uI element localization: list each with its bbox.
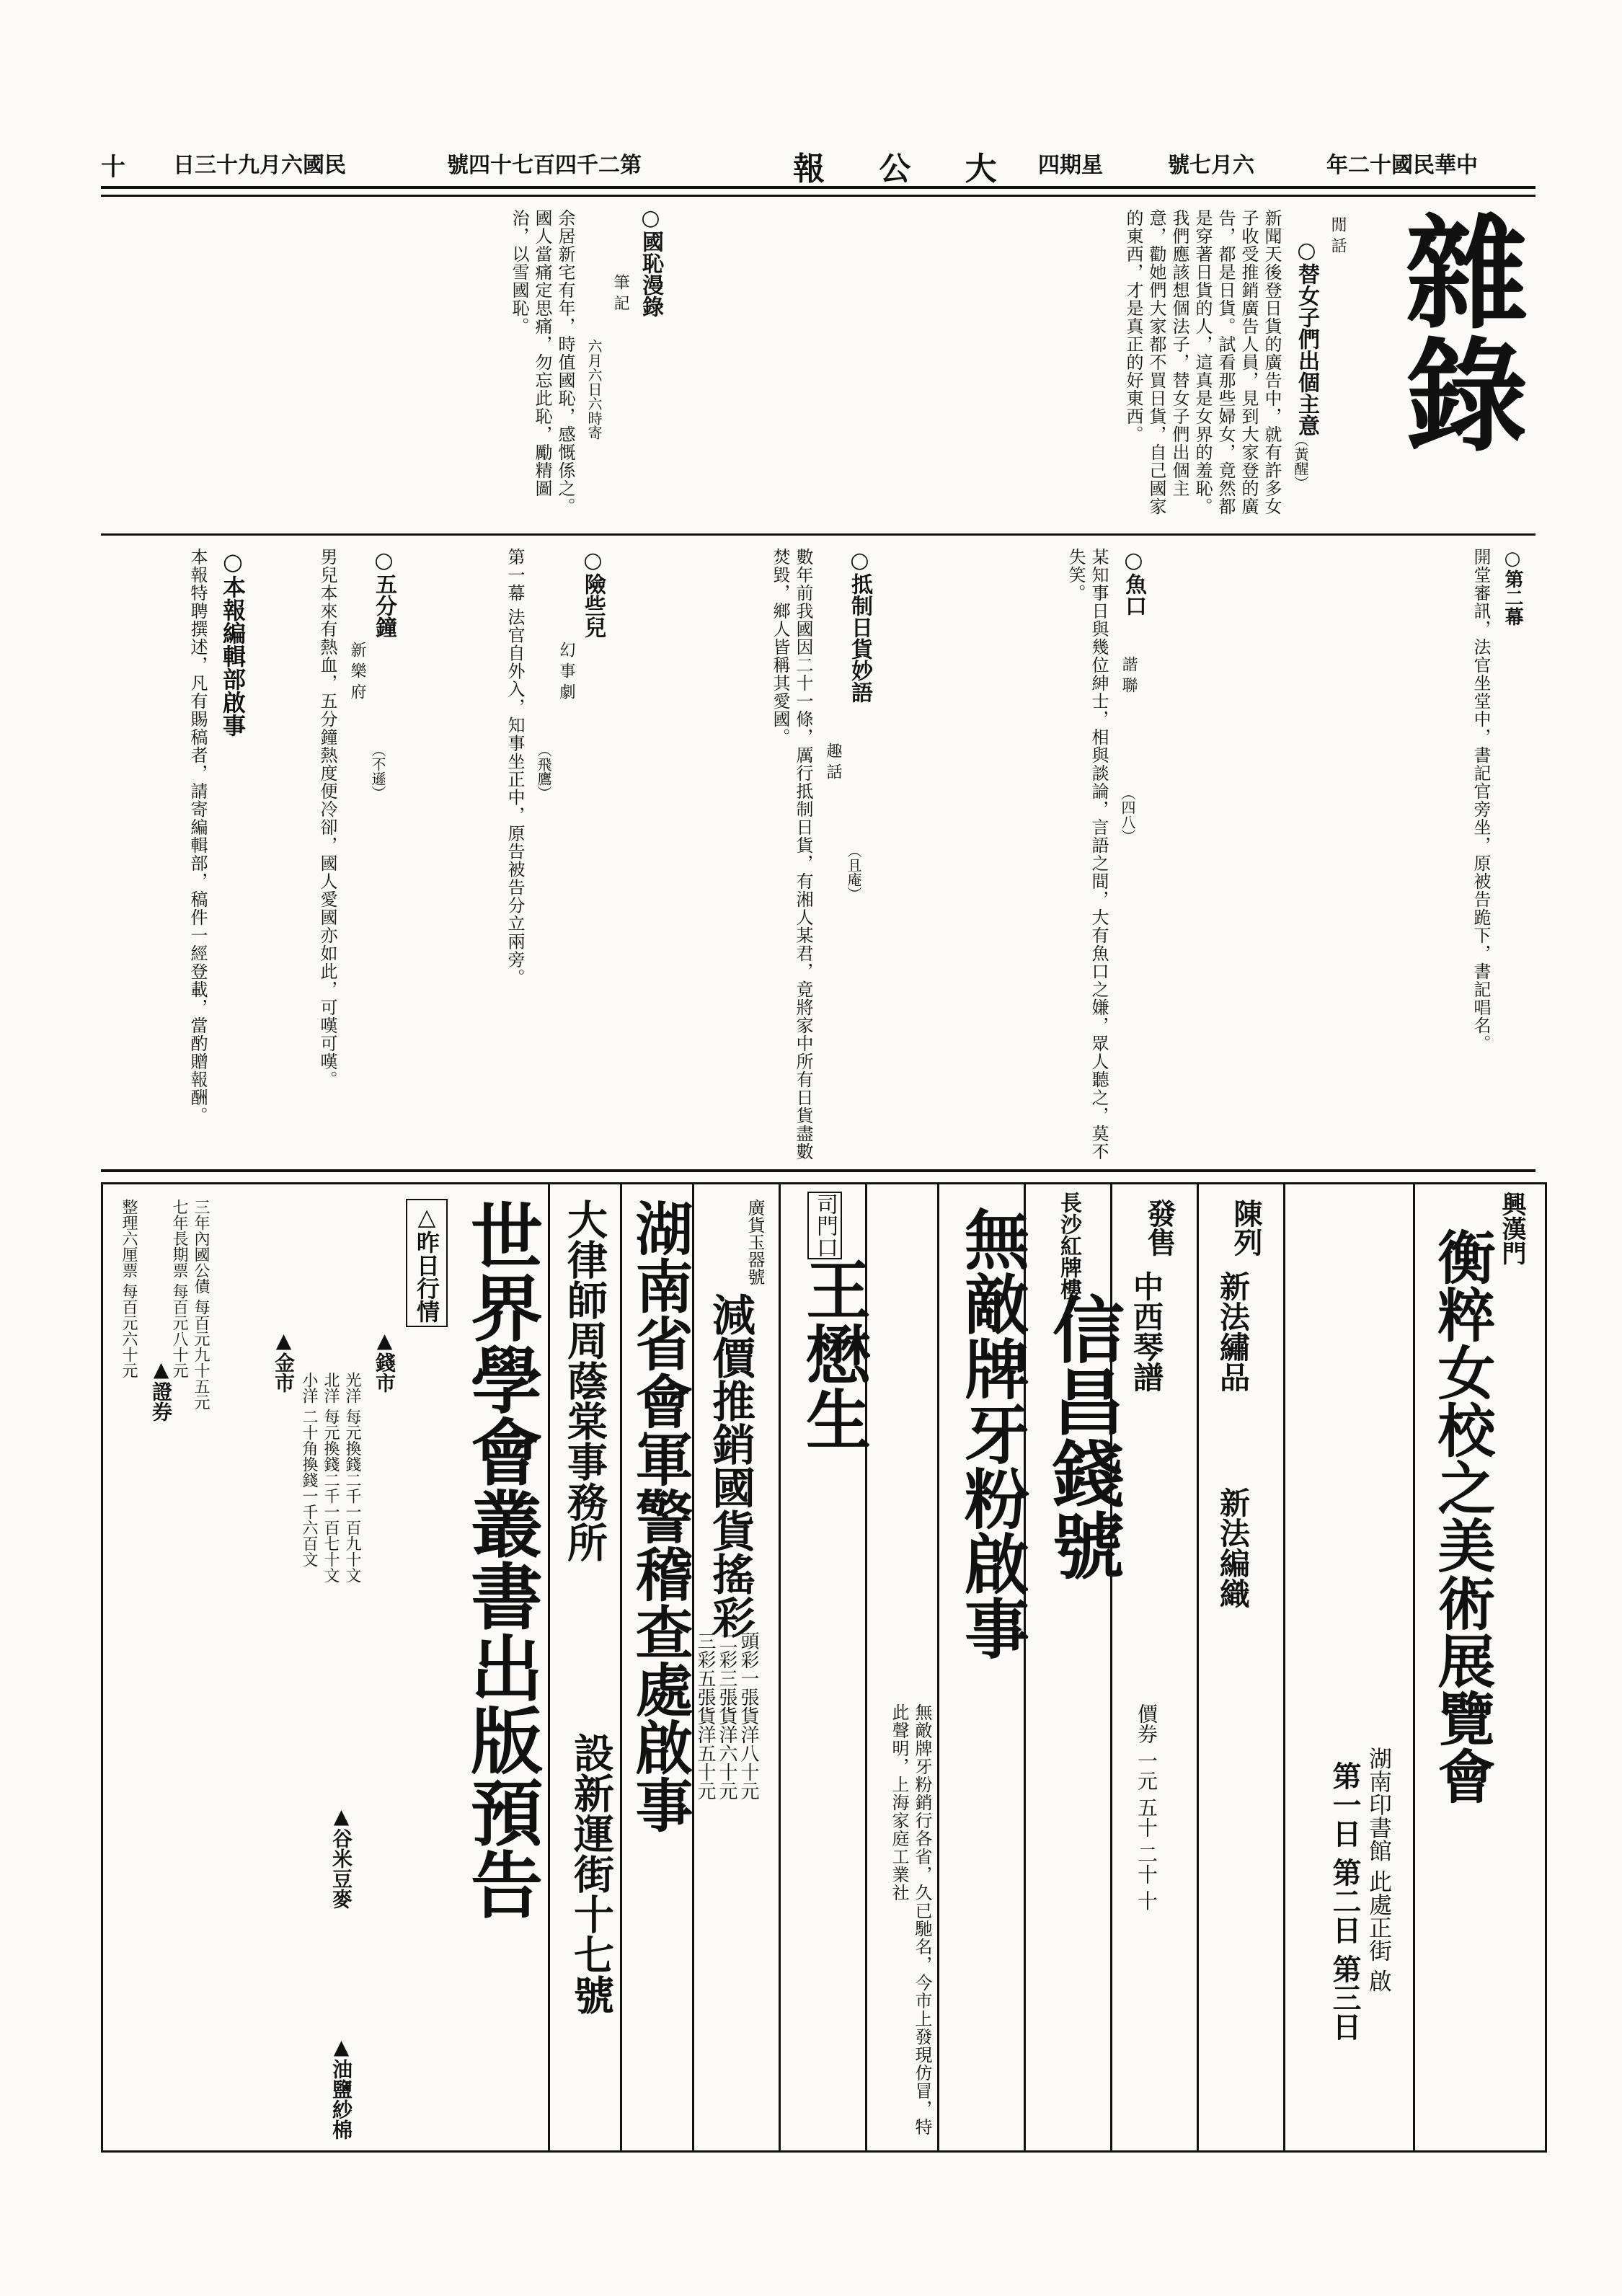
article1-note: （黃醒） — [1292, 433, 1309, 490]
ad-wudi-text: 無敵牌牙粉銷行各省，久已馳名，今市上發現仿冒，特此聲明，上海家庭工業社 — [889, 1703, 932, 2136]
article7-body: 本報特聘撰述，凡有賜稿者，請寄編輯部，稿件一經登載，當酌贈報酬。 — [187, 548, 208, 1125]
market-row-4: 三年內國公債 每百元九十五元 — [192, 1199, 210, 1410]
market-securities: ▲證券 — [149, 1357, 173, 1422]
article5-part: （飛鷹） — [535, 743, 552, 800]
market-title: △昨日行情 — [406, 1199, 448, 1327]
solar-date: 號七月六 — [1168, 153, 1254, 178]
article5-author: 幻 事 劇 — [557, 642, 575, 699]
ad-wang-shop: 廣貨玉器號 — [745, 1199, 765, 1285]
article3-title: ○魚口 — [1121, 548, 1146, 616]
article2-title: ○國恥漫錄 — [638, 205, 663, 317]
ad-wang-prize3: 三彩五張貨洋五十元 — [694, 1631, 716, 1800]
ad-xinchang-name: 信昌錢號 — [1040, 1293, 1125, 1581]
article2-date: 六月六日六時寄 — [585, 339, 603, 440]
ad-wang-prize2: 二彩三張貨洋六十元 — [716, 1631, 737, 1800]
ad-wang-sub: 減價推銷國貨搖彩 — [705, 1293, 755, 1639]
ad-wang-name: 王懋生 — [794, 1256, 871, 1451]
page-number: 十 — [101, 153, 125, 182]
market-row-3: 小洋 二十角換錢一千六百文 — [300, 1372, 318, 1567]
market-grain: ▲谷米豆麥 — [329, 1804, 353, 1909]
ad-shijie — [447, 1182, 550, 2153]
ad-shijie-name: 世界學會叢書出版預告 — [458, 1199, 544, 1920]
article4-title: ○抵制日貨妙語 — [847, 548, 872, 703]
article4-body: 數年前我國因二十一條，厲行抵制日貨，有湘人某君，竟將家中所有日貨盡數焚毀，鄉人皆稱其愛國。 — [770, 548, 813, 1161]
miscellany-section — [101, 195, 1535, 1175]
article1-body: 新聞天後登日貨的廣告中，就有許多女子收受推銷廣告人員，見到大家登的廣告，都是日貨。試看那些婦女，竟然都是穿著日貨的人，這真是女界的羞恥。我們應該想個法子，替女子們出個主意，勸她們大家都不買日貨，自己國家的東西，才是真正的好東西。 — [1123, 209, 1282, 515]
ad-wang-detail — [692, 1182, 781, 2153]
ad-hengcui-info — [1283, 1182, 1415, 2153]
market-row-1: 光洋 每元換錢二千一百九十文 — [343, 1372, 361, 1583]
upper-bottom-rule — [101, 1169, 1535, 1172]
market-quotes — [101, 1182, 449, 2153]
masthead — [101, 141, 1535, 192]
ad-wang-prize1: 頭彩一張貨洋八十元 — [737, 1631, 759, 1800]
weekday: 四期星 — [1038, 153, 1103, 178]
ad-hengcui-dates: 第一日 第二日 第三日 — [1328, 1761, 1362, 2041]
article3-part: （四八） — [1119, 786, 1136, 843]
ad-sale-title: 發售 — [1143, 1199, 1176, 1256]
article7-title: ○本報編輯部啟事 — [219, 548, 247, 737]
ad-xinchang-loc: 長沙紅牌樓 — [1056, 1192, 1081, 1300]
article1-title: ○替女子們出個主意 — [1294, 238, 1319, 436]
issue-number: 號四十七百四千二第 — [447, 153, 642, 178]
ad-wudi-name: 無敵牌牙粉啟事 — [953, 1206, 1029, 1660]
article5-body: 第一幕 法官自外入，知事坐正中，原告被告分立兩旁。 — [505, 548, 525, 987]
article5-title: ○險些兒 — [580, 548, 606, 638]
article8-title: ○第二幕 — [1502, 548, 1523, 626]
market-money: ▲錢市 — [373, 1329, 396, 1393]
ad-lawyer — [548, 1182, 622, 2153]
article6-body: 男兒本來有熱血，五分鐘熱度便冷卻，國人愛國亦如此，可嘆可嘆。 — [317, 548, 337, 1089]
upper-top-rule — [101, 195, 1535, 197]
ad-sale-item1: 中西琴譜 — [1129, 1271, 1164, 1392]
ad-lawyer-addr: 設新運街十七號 — [567, 1732, 615, 2015]
ad-chenlie-item2: 新法編織 — [1215, 1487, 1251, 1608]
article3-author: 諧 聯 — [1120, 656, 1138, 693]
ad-chenlie — [1197, 1182, 1285, 2153]
ad-hengcui — [1413, 1182, 1547, 2153]
market-oil: ▲油鹽紗棉 — [329, 2035, 353, 2140]
ad-chenlie-item1: 新法繡品 — [1215, 1271, 1251, 1392]
ad-hunan-name: 湖南省會軍警稽查處啟事 — [626, 1199, 693, 1833]
market-row-6: 整理六厘票 每百元六十元 — [120, 1199, 138, 1378]
ad-wang-boxed: 司門口 — [807, 1192, 842, 1259]
article8-body: 開堂審訊，法官坐堂中，書記官旁坐，原被告跪下，書記唱名。 — [1471, 548, 1491, 1052]
market-row-2: 北洋 每元換錢二千一百七十文 — [322, 1372, 340, 1583]
upper-mid-rule — [101, 533, 1535, 536]
market-row-5: 七年長期票 每百元八十元 — [170, 1199, 188, 1378]
republic-year: 年二十國民華中 — [1326, 153, 1478, 178]
article6-author: 新 樂 府 — [348, 642, 366, 699]
ad-hengcui-org: 興漢門 — [1497, 1192, 1526, 1265]
section-title-char2: 錄 — [1384, 332, 1528, 454]
ad-sale-price: 價券 一元 五十 二十 十 — [1135, 1703, 1158, 1911]
article4-author: 趣 話 — [824, 743, 842, 779]
section-sublabel: 閒 話 — [1329, 216, 1347, 253]
date-lunar: 日三十九月六國民 — [173, 153, 346, 178]
ad-chenlie-title: 陳列 — [1229, 1199, 1263, 1256]
paper-name: 報 公 大 — [793, 151, 1019, 187]
article6-title: ○五分鐘 — [371, 548, 396, 638]
article6-part: （不遜） — [369, 743, 386, 800]
ad-hunan — [620, 1182, 694, 2153]
article2-body: 余居新宅有年，時值國恥，感慨係之。國人當痛定思痛，勿忘此恥，勵精圖治，以雪國恥。 — [509, 209, 575, 515]
article2-author: 筆 記 — [611, 274, 629, 311]
ad-wang — [779, 1182, 871, 2153]
ad-wudi — [937, 1182, 1029, 2153]
market-gold: ▲金市 — [272, 1329, 296, 1393]
section-title-char1: 雜 — [1384, 209, 1528, 332]
ad-lawyer-name: 大律師周蔭棠事務所 — [561, 1199, 608, 1562]
article4-part: （且庵） — [845, 843, 862, 901]
article3-body: 某知事日與幾位紳士，相與談論，言語之間，大有魚口之嫌，眾人聽之，莫不失笑。 — [1065, 548, 1109, 1161]
ad-hengcui-name: 衡粹女校之美術展覽會 — [1428, 1228, 1496, 1804]
ad-hengcui-sub: 湖南印書館 此處正街 啟 — [1365, 1747, 1393, 1993]
section-title — [1355, 209, 1528, 526]
